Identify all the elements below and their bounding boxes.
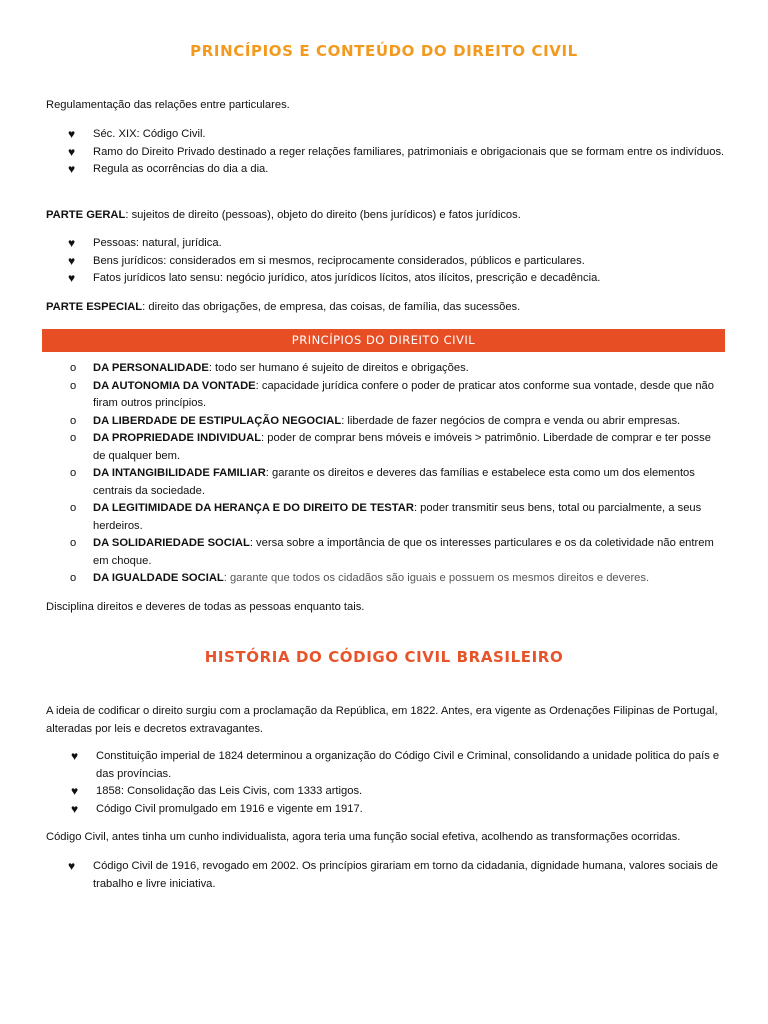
list-item: ♥ 1858: Consolidação das Leis Civis, com 1333 artigos. (49, 783, 726, 801)
list-item: o DA AUTONOMIA DA VONTADE: capacidade jurídica confere o poder de praticar atos conforme sua vontade, desde que não firam outros princípios. (70, 379, 715, 409)
list-item: ♥ Pessoas: natural, jurídica. (46, 235, 726, 253)
list-item: o DA PROPRIEDADE INDIVIDUAL: poder de comprar bens móveis e imóveis > patrimônio. Liberdade de comprar e ter posse de qualquer bem. (70, 432, 711, 462)
list-item: ♥ Código Civil promulgado em 1916 e vigente em 1917. (49, 801, 726, 819)
list-conteudo (46, 126, 726, 179)
heart-bullet-icon: ♥ (71, 784, 79, 798)
heart-bullet-icon: ♥ (71, 801, 79, 816)
heart-bullet-icon: ♥ (68, 271, 76, 285)
disciplina-paragraph: Disciplina direitos e deveres de todas as pessoas enquanto tais. (46, 601, 365, 613)
parte-geral-label: PARTE GERAL (46, 209, 126, 221)
intro-paragraph: Regulamentação das relações entre particulares. (46, 99, 290, 111)
page-title: PRINCÍPIOS E CONTEÚDO DO DIREITO CIVIL (190, 42, 578, 60)
circle-bullet-icon: o (70, 572, 77, 584)
parte-especial-paragraph: PARTE ESPECIAL: direito das obrigações, de empresa, das coisas, de família, das sucessões. (46, 301, 521, 313)
list-item: o DA LIBERDADE DE ESTIPULAÇÃO NEGOCIAL: liberdade de fazer negócios de compra e venda ou abrir empresas. (46, 413, 726, 431)
list-item: ♥ Constituição imperial de 1824 determinou a organização do Código Civil e Criminal, consolidando a unidade politica do país e das províncias. (71, 749, 720, 780)
codigo-antes-paragraph: Código Civil, antes tinha um cunho individualista, agora teria uma função social efetiva, acolhendo as transformações ocorridas. (46, 831, 681, 843)
circle-bullet-icon: o (70, 414, 77, 427)
list-item: o DA LEGITIMIDADE DA HERANÇA E DO DIREITO DE TESTAR: poder transmitir seus bens, total ou parcialmente, a seus herdeiros. (70, 502, 702, 532)
historia-intro-paragraph: A ideia de codificar o direito surgiu com a proclamação da República, em 1822. Antes, era vigente as Ordenações Filipinas de Portugal, alteradas por leis e decretos extravagantes. (46, 705, 718, 735)
heart-bullet-icon: ♥ (68, 859, 76, 873)
circle-bullet-icon: o (70, 467, 77, 479)
list-principios (46, 360, 726, 588)
heart-bullet-icon: ♥ (68, 162, 76, 176)
list-item: o DA INTANGIBILIDADE FAMILIAR: garante os direitos e deveres das famílias e estabelece esta como um dos elementos centrais da sociedade. (70, 467, 695, 497)
circle-bullet-icon: o (70, 502, 77, 514)
list-historia (49, 748, 726, 818)
list-item: ♥ Regula as ocorrências do dia a dia. (46, 161, 726, 179)
section-band-heading: PRINCÍPIOS DO DIREITO CIVIL (42, 329, 725, 352)
heart-bullet-icon: ♥ (68, 127, 76, 141)
list-item: o DA IGUALDADE SOCIAL: garante que todos os cidadãos são iguais e possuem os mesmos direitos e deveres. (46, 570, 726, 588)
circle-bullet-icon: o (70, 379, 77, 392)
list-item: ♥ Fatos jurídicos lato sensu: negócio jurídico, atos jurídicos lícitos, atos ilícitos, prescrição e decadência. (46, 270, 726, 288)
parte-especial-label: PARTE ESPECIAL (46, 301, 143, 313)
circle-bullet-icon: o (70, 537, 77, 549)
list-item: o DA SOLIDARIEDADE SOCIAL: versa sobre a importância de que os interesses particulares e os da coletividade não entrem em choque. (70, 537, 714, 567)
list-item: ♥ Código Civil de 1916, revogado em 2002. Os princípios girariam em torno da cidadania, dignidade humana, valores sociais de trabalho e livre iniciativa. (68, 859, 718, 890)
heart-bullet-icon: ♥ (68, 144, 76, 159)
heart-bullet-icon: ♥ (71, 749, 79, 763)
list-item: ♥ Ramo do Direito Privado destinado a reger relações familiares, patrimoniais e obrigacionais que se formam entre os indivíduos. (46, 144, 726, 162)
parte-geral-paragraph: PARTE GERAL: sujeitos de direito (pessoas), objeto do direito (bens jurídicos) e fatos jurídicos. (46, 209, 521, 221)
section-title-historia: HISTÓRIA DO CÓDIGO CIVIL BRASILEIRO (204, 648, 564, 666)
list-codigo-1916 (46, 858, 726, 893)
list-item: o DA PERSONALIDADE: todo ser humano é sujeito de direitos e obrigações. (46, 360, 726, 378)
heart-bullet-icon: ♥ (68, 236, 76, 250)
heart-bullet-icon: ♥ (68, 253, 76, 268)
list-item: ♥ Séc. XIX: Código Civil. (46, 126, 726, 144)
list-item: ♥ Bens jurídicos: considerados em si mesmos, reciprocamente considerados, públicos e particulares. (46, 253, 726, 271)
circle-bullet-icon: o (70, 362, 77, 374)
list-parte-geral (46, 235, 726, 288)
circle-bullet-icon: o (70, 432, 77, 444)
